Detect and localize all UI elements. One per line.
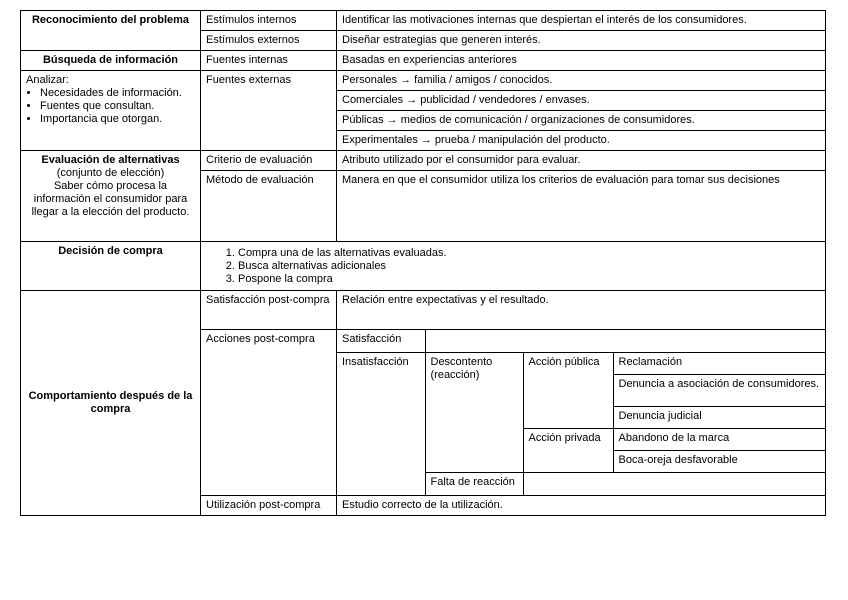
private-action-label: Acción privada: [523, 428, 613, 472]
stage3-desc: Saber cómo procesa la información el consumidor para llegar a la elección del producto.: [31, 180, 190, 218]
public-action-item: Denuncia a asociación de consumidores.: [613, 374, 825, 406]
stage4-options: [201, 242, 826, 291]
stage3-title: Evaluación de alternativas: [41, 154, 180, 166]
stage2-bullets: [26, 87, 195, 126]
public-action-label: Acción pública: [523, 352, 613, 428]
external-sources-table: [337, 71, 825, 150]
stage2-internal-factor: Fuentes internas: [201, 51, 337, 71]
stage3-cell: [21, 151, 201, 242]
stage4-title: Decisión de compra: [21, 242, 201, 291]
private-action-item: Boca-oreja desfavorable: [613, 450, 825, 472]
satisfaction-label: Satisfacción: [342, 333, 402, 345]
stage5-row-1: [21, 291, 826, 330]
stage3-factor: Criterio de evaluación: [201, 151, 337, 171]
private-action-item: Abandono de la marca: [613, 428, 825, 450]
stage1-desc: Identificar las motivaciones internas que despiertan el interés de los consumidores.: [337, 11, 826, 31]
external-source-experimental: Experimentales → prueba / manipulación del producto.: [337, 131, 825, 151]
stage3-factor: Método de evaluación: [201, 171, 337, 242]
consumer-decision-table: [20, 10, 826, 516]
external-source-personal: Personales → familia / amigos / conocidos.: [342, 74, 553, 86]
stage5-title: Comportamiento después de la compra: [21, 291, 201, 516]
post-purchase-actions-table: [337, 330, 825, 495]
stage1-factor: Estímulos externos: [201, 31, 337, 51]
stage1-title: Reconocimiento del problema: [21, 11, 201, 51]
satisfaction-empty: [425, 330, 825, 352]
stage5-satisfaction-desc: Relación entre expectativas y el resultado.: [337, 291, 826, 330]
list-item: 2. Busca alternativas adicionales: [238, 260, 820, 273]
stage1-row-1: [21, 11, 826, 31]
stage2-title: Búsqueda de información: [21, 51, 201, 71]
list-item: • Necesidades de información.: [40, 87, 195, 100]
stage2-analyze-label: Analizar:: [26, 74, 69, 86]
stage4-list: [206, 247, 820, 286]
no-reaction-empty: [523, 473, 825, 495]
stage2-row-2: [21, 71, 826, 151]
stage3-factor-desc: Atributo utilizado por el consumidor para evaluar.: [337, 151, 826, 171]
list-item: • Fuentes que consultan.: [40, 100, 195, 113]
list-item: 1. Compra una de las alternativas evaluadas.: [238, 247, 820, 260]
stage2-analysis: [21, 71, 201, 151]
stage3-factor-desc: Manera en que el consumidor utiliza los criterios de evaluación para tomar sus decisiones: [337, 171, 826, 242]
public-action-item: Denuncia judicial: [613, 406, 825, 428]
stage2-external-factor: Fuentes externas: [201, 71, 337, 151]
stage1-desc: Diseñar estrategias que generen interés.: [337, 31, 826, 51]
stage3-subtitle: (conjunto de elección): [56, 167, 165, 179]
no-reaction-label: Falta de reacción: [425, 473, 523, 495]
external-source-public: Públicas → medios de comunicación / organizaciones de consumidores.: [337, 111, 825, 131]
stage5-usage-desc: Estudio correcto de la utilización.: [337, 495, 826, 515]
list-item: • Importancia que otorgan.: [40, 113, 195, 126]
stage5-actions-detail: [337, 330, 826, 496]
stage2-internal-desc: Basadas en experiencias anteriores: [337, 51, 826, 71]
discontent-label: Descontento (reacción): [425, 352, 523, 473]
stage5-actions-factor: Acciones post-compra: [201, 330, 337, 496]
stage4-row: [21, 242, 826, 291]
public-action-item: Reclamación: [613, 352, 825, 374]
stage5-satisfaction-factor: Satisfacción post-compra: [201, 291, 337, 330]
stage5-usage-factor: Utilización post-compra: [201, 495, 337, 515]
stage3-row-1: [21, 151, 826, 171]
external-source-commercial: Comerciales → publicidad / vendedores / envases.: [337, 91, 825, 111]
stage2-external-sources: [337, 71, 826, 151]
dissatisfaction-label: Insatisfacción: [337, 352, 425, 495]
stage1-factor: Estímulos internos: [201, 11, 337, 31]
list-item: 3. Pospone la compra: [238, 273, 820, 286]
stage2-row-1: [21, 51, 826, 71]
